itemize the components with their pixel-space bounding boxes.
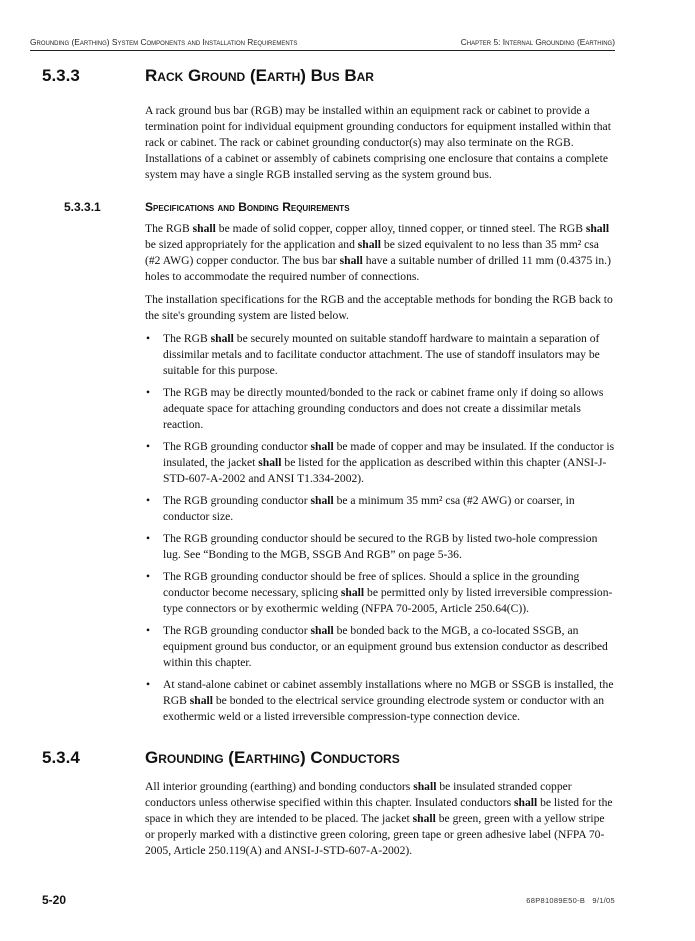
text-run: be permitted only by listed irreversible compression-type connectors or by exothermic welding (NFPA 70-2005, Article 250.64(C)). [163, 586, 613, 615]
list-item [145, 623, 615, 671]
text-run: be made of solid copper, copper alloy, tinned copper, or tinned steel. The RGB [215, 222, 586, 235]
text-run: be securely mounted on suitable standoff hardware to maintain a separation of dissimilar metals and to facilitate conductor attachment. The use of standoff insulators may be suitable for this purpose. [163, 332, 600, 377]
bullet-icon: • [146, 570, 151, 583]
bullet-icon: • [146, 440, 151, 453]
section-heading-5-3-4 [42, 747, 615, 769]
document-id: 68P81089E50-B 9/1/05 [526, 896, 615, 905]
bold-term: shall [189, 694, 213, 707]
text-run: be bonded back to the MGB, a co-located SSGB, an equipment ground bus conductor, or an equipment ground bus extension conductor as described within this chapter. [163, 624, 608, 669]
bullet-icon: • [146, 532, 151, 545]
section-heading-5-3-3-1 [64, 199, 615, 215]
list-item [145, 677, 615, 725]
text-run: be bonded to the electrical service grounding electrode system or conductor with an exothermic weld or a listed irreversible compression-type connection device. [163, 694, 605, 723]
bullet-icon: • [146, 386, 151, 399]
text-run: The RGB may be directly mounted/bonded to the rack or cabinet frame only if doing so allows adequate space for attaching grounding conductors and does not create a dissimilar metals reaction. [163, 386, 604, 431]
text-run: The RGB grounding conductor [163, 440, 311, 453]
text-run: The RGB [163, 332, 211, 345]
list-item [145, 493, 615, 525]
bullet-icon: • [146, 332, 151, 345]
bold-term: shall [310, 440, 334, 453]
paragraph [145, 779, 615, 859]
text-run: be sized appropriately for the application and [145, 238, 358, 251]
page-number: 5-20 [42, 893, 67, 907]
list-item-text [163, 570, 612, 615]
text-run: be listed for the application as described within this chapter (ANSI-J-STD-607-A-2002 and ANSI T1.334-2002). [163, 456, 607, 485]
bold-term: shall [357, 238, 381, 251]
paragraph [145, 103, 615, 183]
list-item [145, 331, 615, 379]
bold-term: shall [310, 624, 334, 637]
text-run: be sized equivalent to no less than 35 mm² csa (#2 AWG) copper conductor. The bus bar [145, 238, 599, 267]
paragraphs [145, 221, 615, 324]
bullet-list [145, 331, 615, 725]
header-left: Grounding (Earthing) System Components and Installation Requirements [30, 37, 298, 47]
bold-term: shall [258, 456, 282, 469]
list-item-text [163, 440, 614, 485]
section-number: 5.3.3 [42, 66, 80, 85]
text-run: A rack ground bus bar (RGB) may be installed within an equipment rack or cabinet to provide a termination point for individual equipment grounding conductors for equipment installed within that rack or cabinet. The rack or cabinet grounding conductor(s) may also terminate on the RGB. Installations of a cabinet or assembly of cabinets comprising one enclosure that contains a complete system may have a single RGB installed serving as the system ground bus. [145, 104, 611, 181]
section-5-3-3-1-body [145, 221, 615, 725]
page-footer [30, 893, 615, 911]
paragraph [145, 221, 615, 285]
list-item-text [163, 386, 603, 431]
text-run: The RGB grounding conductor should be free of splices. Should a splice in the grounding conductor become necessary, splicing [163, 570, 580, 599]
bullet-icon: • [146, 494, 151, 507]
section-heading-5-3-3 [42, 65, 615, 87]
text-run: be made of copper and may be insulated. If the conductor is insulated, the jacket [163, 440, 615, 469]
bold-term: shall [412, 812, 436, 825]
list-item-text [163, 332, 600, 377]
bullet-icon: • [146, 624, 151, 637]
section-number: 5.3.4 [42, 748, 80, 767]
section-5-3-4-body [145, 779, 615, 859]
text-run: The RGB grounding conductor [163, 624, 311, 637]
text-run: The installation specifications for the RGB and the acceptable methods for bonding the RGB back to the site's grounding system are listed below. [145, 293, 613, 322]
bold-term: shall [340, 586, 365, 599]
text-run: be listed for the space in which they are intended to be placed. The jacket [145, 796, 613, 825]
section-5-3-3-body [145, 103, 615, 183]
section-title: Grounding (Earthing) Conductors [145, 748, 400, 767]
list-item-text [163, 494, 575, 523]
list-item [145, 439, 615, 487]
text-run: At stand-alone cabinet or cabinet assembly installations where no MGB or SSGB is installed, the RGB [163, 678, 614, 707]
bold-term: shall [310, 494, 334, 507]
section-title: Specifications and Bonding Requirements [145, 200, 350, 214]
bold-term: shall [210, 332, 234, 345]
bold-term: shall [585, 222, 610, 235]
paragraph [145, 292, 615, 324]
text-run: be a minimum 35 mm² csa (#2 AWG) or coarser, in conductor size. [163, 494, 575, 523]
list-item [145, 531, 615, 563]
text-run: have a suitable number of drilled 11 mm (0.4375 in.) holes to accommodate the required number of connections. [145, 254, 611, 283]
list-item [145, 569, 615, 617]
section-number: 5.3.3.1 [64, 200, 101, 214]
bold-term: shall [513, 796, 538, 809]
text-run: be green, green with a yellow stripe or properly marked with a distinctive green coloring, green tape or green adhesive label (NFPA 70-2005, Article 250.119(A) and ANSI-J-STD-607-A-2002). [145, 812, 605, 857]
text-run: The RGB grounding conductor [163, 494, 311, 507]
section-title: Rack Ground (Earth) Bus Bar [145, 66, 374, 85]
bullet-icon: • [146, 678, 151, 691]
running-header [30, 36, 615, 51]
bold-term: shall [192, 222, 216, 235]
list-item-text [163, 678, 613, 723]
header-right: Chapter 5: Internal Grounding (Earthing) [460, 37, 615, 47]
text-run: be insulated stranded copper conductors unless otherwise specified within this chapter. Insulated conductors [145, 780, 572, 809]
text-run: The RGB [145, 222, 193, 235]
text-run: All interior grounding (earthing) and bonding conductors [145, 780, 414, 793]
text-run: The RGB grounding conductor should be secured to the RGB by listed two-hole compression lug. See “Bonding to the MGB, SSGB And RGB” on page 5-36. [163, 532, 598, 561]
bold-term: shall [413, 780, 437, 793]
bold-term: shall [339, 254, 363, 267]
list-item-text [163, 532, 597, 561]
list-item [145, 385, 615, 433]
list-item-text [163, 624, 608, 669]
